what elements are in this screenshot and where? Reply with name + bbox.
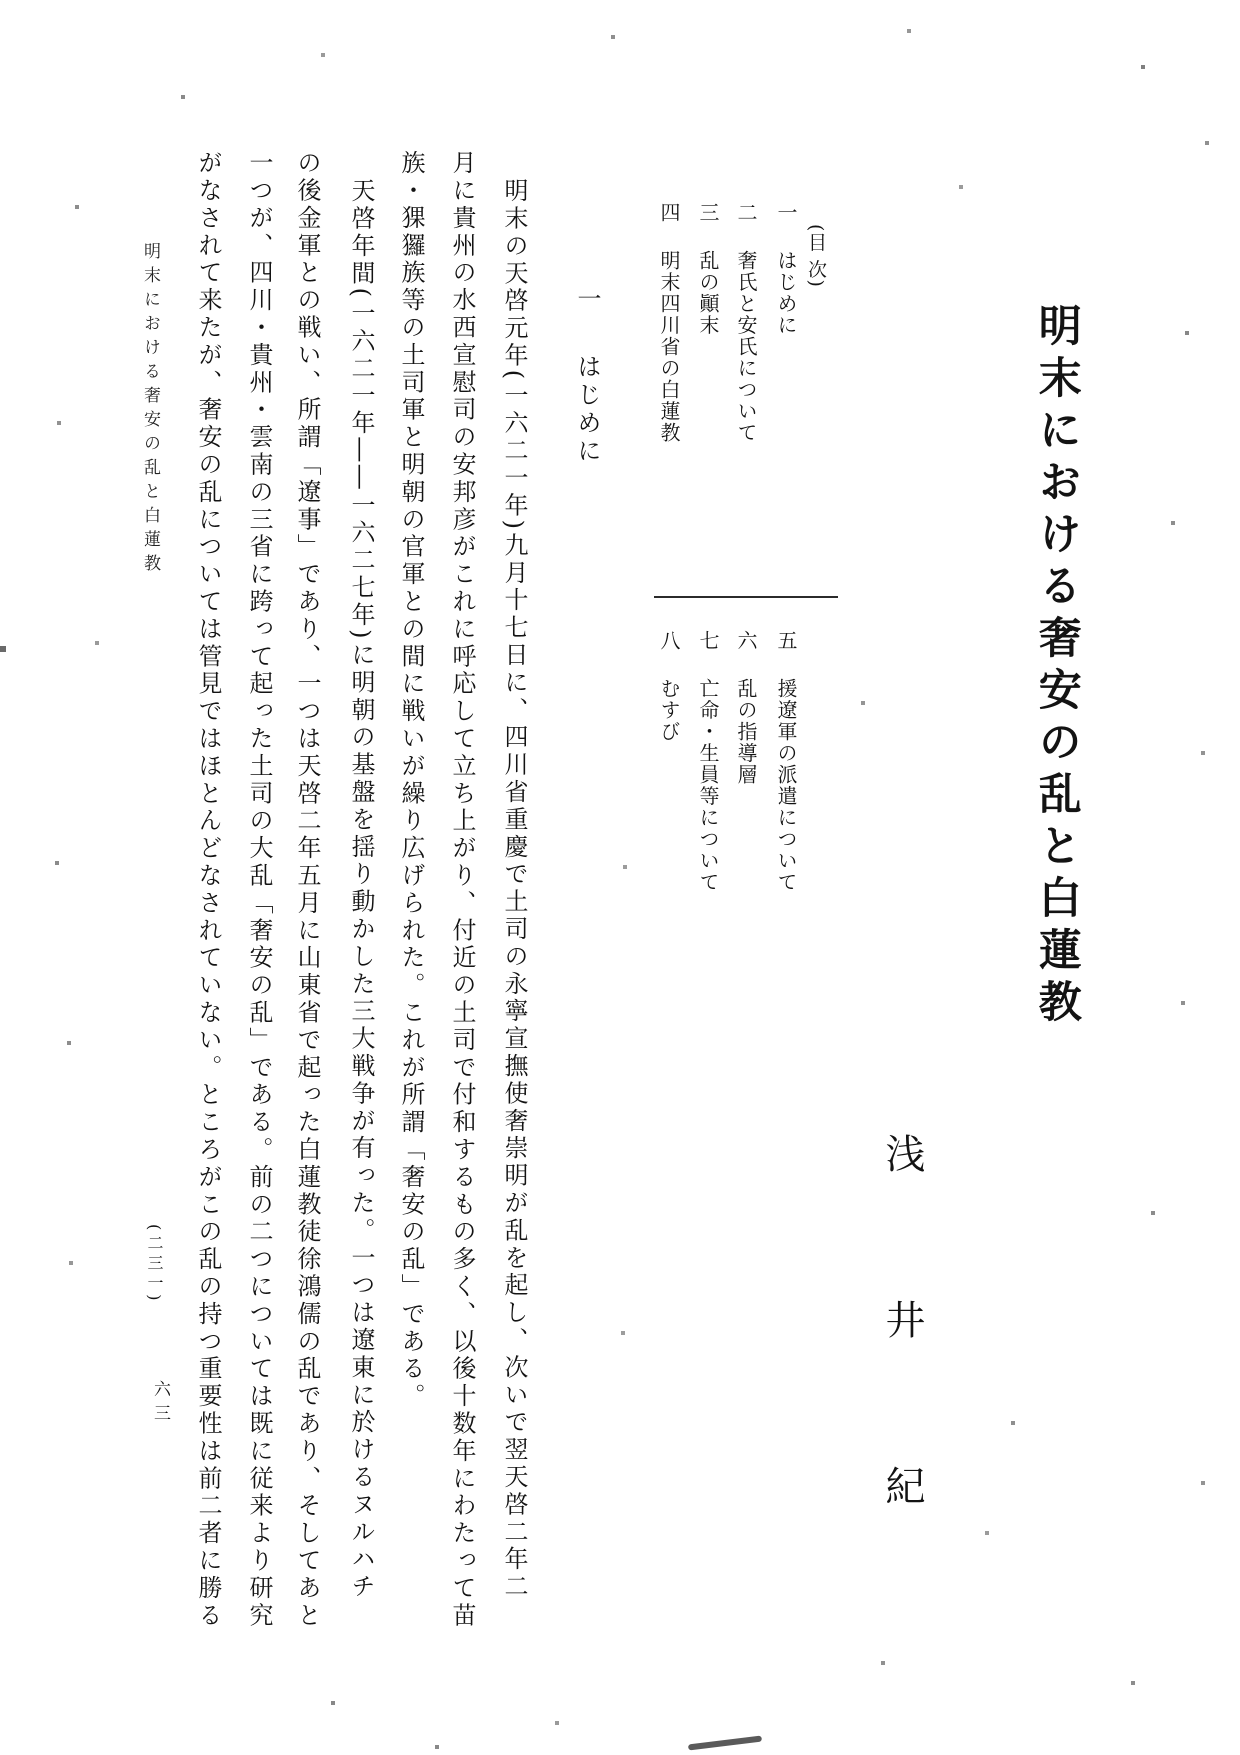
section-heading-number: 一 [573, 286, 601, 314]
page-title: 明末における奢安の乱と白蓮教 [1031, 303, 1082, 1031]
toc-item-label: むすび [657, 677, 681, 742]
toc-item-label: 亡命・生員等について [696, 677, 720, 893]
toc-item-number: 四 [657, 202, 681, 224]
toc-item-3 [698, 202, 718, 336]
author-name: 浅井紀 [879, 1133, 925, 1631]
toc-item-number: 二 [734, 202, 758, 224]
toc-divider-line [654, 596, 838, 598]
toc-item-5 [776, 630, 796, 893]
page-number-volume: (二三一) [145, 1224, 164, 1305]
toc-item-number: 五 [774, 630, 798, 652]
toc-item-label: 乱の指導層 [734, 677, 758, 785]
section-heading-label: はじめに [573, 354, 601, 466]
body-column-6: 一つが、四川・貴州・雲南の三省に跨って起った土司の大乱「奢安の乱」である。前の二つについては既に従来より研究 [245, 150, 273, 1630]
toc-item-7 [698, 630, 718, 893]
body-column-1: 明末の天啓元年(一六二一年)九月十七日に、四川省重慶で土司の永寧宣撫使奢崇明が乱を起し、次いで翌天啓二年二 [500, 178, 528, 1601]
toc-item-number: 三 [696, 202, 720, 224]
scan-smudge [688, 1736, 762, 1751]
page-number: 六三 [150, 1380, 170, 1428]
toc-item-1 [776, 202, 796, 336]
toc-item-number: 七 [696, 630, 720, 652]
body-column-7: がなされて来たが、奢安の乱については管見ではほとんどなされていない。ところがこの乱の持つ重要性は前二者に勝る [194, 150, 222, 1630]
toc-item-label: はじめに [774, 249, 798, 336]
toc-item-number: 六 [734, 630, 758, 652]
body-column-4: 天啓年間(一六二一年――一六二七年)に明朝の基盤を揺り動かした三大戦争が有った。一つは遼東に於けるヌルハチ [347, 178, 375, 1601]
toc-item-6 [736, 630, 756, 785]
scan-noise-dots [0, 0, 2, 2]
toc-item-label: 奢氏と安氏について [734, 249, 758, 443]
toc-item-label: 明末四川省の白蓮教 [657, 249, 681, 443]
toc-item-2 [736, 202, 756, 443]
body-column-3: 族・猓玀族等の土司軍と明朝の官軍との間に戦いが繰り広げられた。これが所謂「奢安の乱」である。 [397, 150, 425, 1411]
toc-item-8 [659, 630, 679, 742]
toc-item-label: 援遼軍の派遣について [774, 677, 798, 893]
section-heading [575, 286, 599, 466]
body-column-5: の後金軍との戦い、所謂「遼事」であり、一つは天啓二年五月に山東省で起った白蓮教徒徐鴻儒の乱であり、そしてあと [293, 150, 321, 1630]
toc-item-number: 一 [774, 202, 798, 224]
toc-item-number: 八 [657, 630, 681, 652]
toc-item-label: 乱の顚末 [696, 249, 720, 336]
running-title: 明末における奢安の乱と白蓮教 [140, 242, 160, 578]
toc-header: (目 次) [805, 224, 827, 288]
toc-item-4 [659, 202, 679, 443]
body-column-2: 月に貴州の水西宣慰司の安邦彦がこれに呼応して立ち上がり、付近の土司で付和するもの多く、以後十数年にわたって苗 [448, 150, 476, 1630]
